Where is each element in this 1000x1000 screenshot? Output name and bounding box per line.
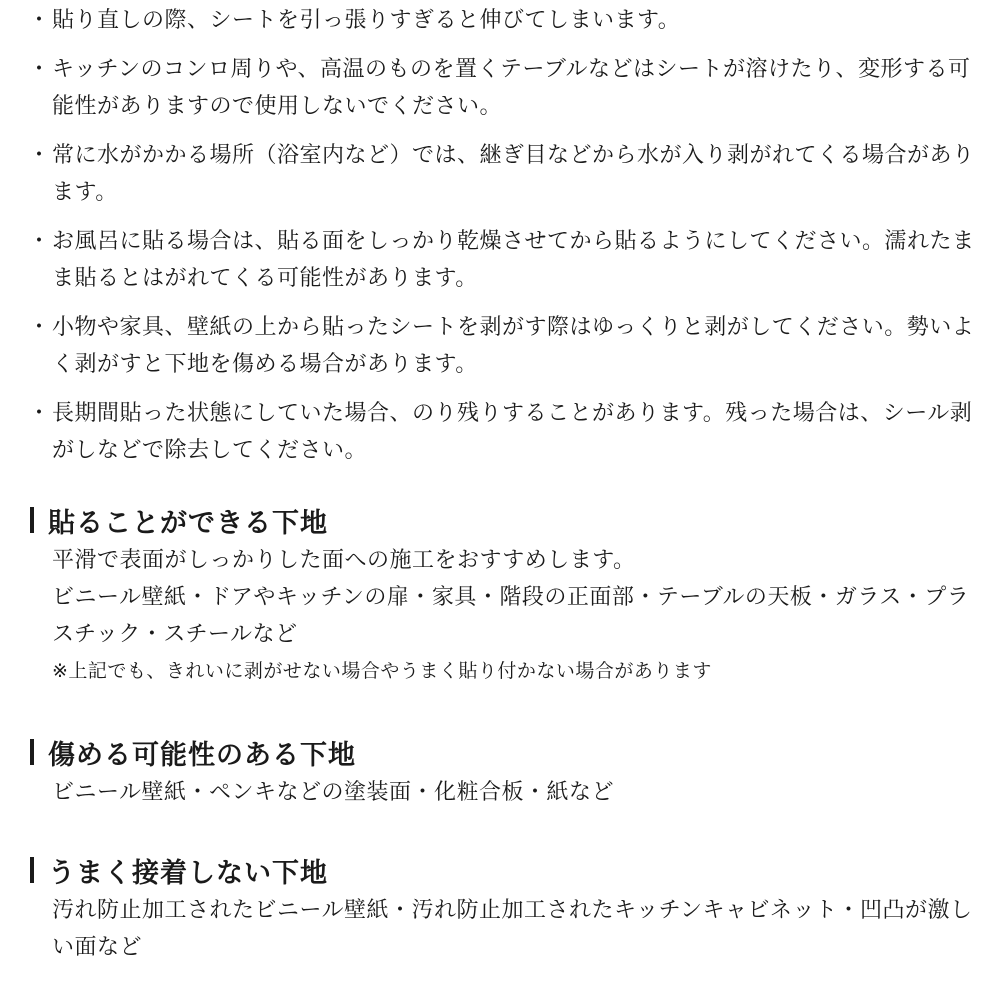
section-line: 平滑で表面がしっかりした面への施工をおすすめします。: [52, 548, 636, 573]
heading-bar: [30, 739, 34, 765]
poor-adhesion-surfaces-section: [30, 850, 980, 966]
caution-item-removal: [24, 309, 984, 383]
caution-text: 貼り直しの際、シートを引っ張りすぎると伸びてしまいます。: [52, 8, 681, 33]
section-title: 傷める可能性のある下地: [48, 739, 356, 771]
caution-item-heat: [24, 51, 984, 125]
caution-text: 常に水がかかる場所（浴室内など）では、継ぎ目などから水が入り剥がれてくる場合があります。: [52, 143, 975, 205]
section-line: 汚れ防止加工されたビニール壁紙・汚れ防止加工されたキッチンキャビネット・凹凸が激しい面など: [52, 898, 973, 960]
caution-item-water: [24, 137, 984, 211]
heading-bar: [30, 507, 34, 533]
caution-item-bath: [24, 223, 984, 297]
caution-item-stretch: [24, 2, 984, 39]
section-title: 貼ることができる下地: [48, 507, 328, 539]
bullet-marker: ・: [28, 315, 51, 340]
section-heading: [30, 850, 980, 890]
damage-risk-surfaces-section: [30, 732, 980, 811]
caution-text: 小物や家具、壁紙の上から貼ったシートを剥がす際はゆっくりと剥がしてください。勢いよく剥がすと下地を傷める場合があります。: [52, 315, 975, 377]
caution-text: キッチンのコンロ周りや、高温のものを置くテーブルなどはシートが溶けたり、変形する可能性がありますので使用しないでください。: [52, 57, 971, 119]
section-line: ビニール壁紙・ドアやキッチンの扉・家具・階段の正面部・テーブルの天板・ガラス・プラスチック・スチールなど: [52, 585, 970, 647]
section-body: [30, 892, 980, 966]
bullet-marker: ・: [28, 143, 51, 168]
section-heading: [30, 732, 980, 772]
section-title: うまく接着しない下地: [48, 857, 328, 889]
section-note: ※上記でも、きれいに剥がせない場合やうまく貼り付かない場合があります: [52, 660, 712, 682]
section-body: [30, 774, 980, 811]
section-body: [30, 542, 980, 687]
suitable-surfaces-section: [30, 500, 980, 687]
section-line: ビニール壁紙・ペンキなどの塗装面・化粧合板・紙など: [52, 780, 615, 805]
caution-list: [24, 2, 984, 481]
bullet-marker: ・: [28, 8, 51, 33]
bullet-marker: ・: [28, 229, 51, 254]
section-heading: [30, 500, 980, 540]
bullet-marker: ・: [28, 401, 51, 426]
caution-text: お風呂に貼る場合は、貼る面をしっかり乾燥させてから貼るようにしてください。濡れたまま貼るとはがれてくる可能性があります。: [52, 229, 975, 291]
caution-text: 長期間貼った状態にしていた場合、のり残りすることがあります。残った場合は、シール剥がしなどで除去してください。: [52, 401, 973, 463]
heading-bar: [30, 857, 34, 883]
caution-item-residue: [24, 395, 984, 469]
bullet-marker: ・: [28, 57, 51, 82]
